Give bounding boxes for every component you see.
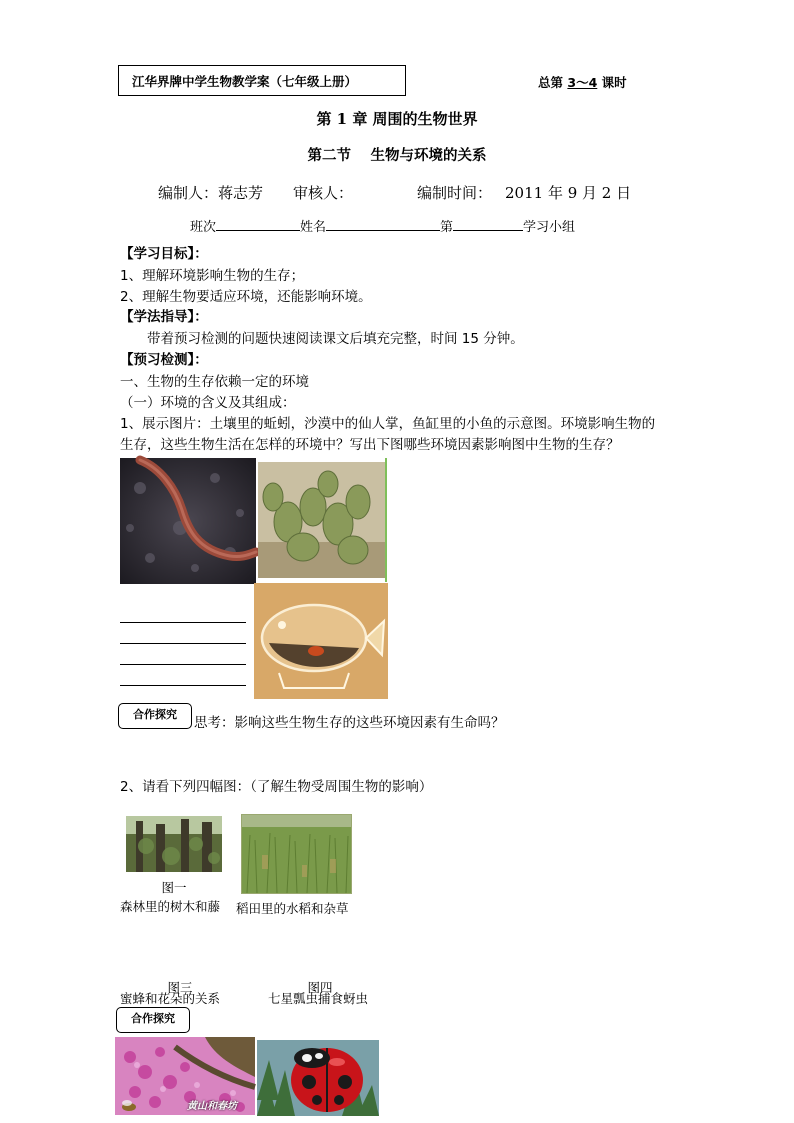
class-label: 班次	[190, 220, 217, 235]
question-1-line-2: 生存，这些生物生活在怎样的环境中？写出下图哪些环境因素影响图中生物的生存？	[120, 437, 620, 453]
figure-3-caption: 蜜蜂和花朵的关系	[120, 991, 221, 1006]
school-title-box	[118, 65, 406, 96]
figure-2-caption: 稻田里的水稻和杂草	[236, 901, 349, 916]
guide-text: 带着预习检测的问题快速阅读课文后填充完整，时间 15 分钟。	[147, 331, 524, 347]
figure-1-label: 图一	[161, 880, 187, 895]
di-label: 第	[440, 220, 454, 235]
lesson-suffix: 课时	[601, 75, 627, 90]
guide-heading: 【学法指导】：	[120, 309, 208, 325]
goal-item-1: 1、理解环境影响生物的生存；	[120, 268, 305, 284]
name-label: 姓名	[300, 220, 327, 235]
name-blank[interactable]	[326, 217, 440, 231]
cooperative-inquiry-badge-2: 合作探究	[116, 1007, 190, 1033]
answer-line-1[interactable]	[120, 622, 246, 623]
goals-heading: 【学习目标】：	[120, 246, 208, 262]
cactus-photo	[258, 462, 385, 578]
reviewer: 审核人：	[293, 184, 354, 202]
figure-3-label: 图三	[167, 980, 193, 995]
lesson-count	[538, 73, 627, 91]
answer-line-3[interactable]	[120, 664, 246, 665]
section-title: 第二节 生物与环境的关系	[307, 147, 487, 164]
think-question: 思考：影响这些生物生存的这些环境因素有生命吗？	[194, 715, 505, 731]
time-label: 编制时间：	[417, 184, 493, 202]
fishbowl-photo	[254, 583, 388, 699]
question-2: 2、请看下列四幅图：（了解生物受周围生物的影响）	[120, 779, 433, 795]
figure-2-caption-clip	[236, 900, 366, 916]
figure-4-caption-clip	[268, 991, 369, 1006]
editor-line	[158, 182, 631, 203]
preview-part1: 一、生物的生存依赖一定的环境	[120, 374, 309, 390]
goal-item-2: 2、理解生物要适应环境，还能影响环境。	[120, 289, 372, 305]
rice-field-photo	[241, 814, 352, 894]
date: 2011 年 9 月 2 日	[505, 184, 632, 202]
editor: 编制人：蒋志芳	[158, 184, 264, 202]
answer-line-2[interactable]	[120, 643, 246, 644]
preview-sub1: （一）环境的含义及其组成：	[120, 395, 296, 411]
class-blank[interactable]	[216, 217, 300, 231]
figure-4-label: 图四	[307, 980, 333, 995]
question-1-line-1: 1、展示图片：土壤里的蚯蚓，沙漠中的仙人掌，鱼缸里的小鱼的示意图。环境影响生物的	[120, 416, 656, 432]
lesson-range: 3～4	[567, 75, 598, 90]
watermark: 黄山和春坊	[187, 1101, 237, 1112]
figure-4-caption: 七星瓢虫捕食蚜虫	[268, 991, 369, 1006]
cooperative-inquiry-badge: 合作探究	[118, 703, 192, 729]
group-number-blank[interactable]	[453, 217, 523, 231]
group-label: 学习小组	[523, 220, 576, 235]
forest-photo	[126, 816, 222, 872]
preview-heading: 【预习检测】：	[120, 352, 208, 368]
figure-1-caption: 森林里的树木和藤	[120, 899, 221, 914]
ladybug-photo	[257, 1040, 379, 1116]
flower-bee-photo	[115, 1037, 255, 1115]
earthworm-photo	[120, 458, 256, 584]
lesson-prefix: 总第	[538, 75, 564, 90]
figure-1-caption-clip	[120, 898, 245, 914]
class-line	[190, 216, 575, 235]
chapter-title: 第 1 章 周围的生物世界	[316, 110, 478, 128]
answer-line-4[interactable]	[120, 685, 246, 686]
green-border	[385, 458, 387, 582]
figure-3-caption-clip	[120, 991, 240, 1006]
school-title: 江华界牌中学生物教学案（七年级上册）	[132, 74, 358, 89]
